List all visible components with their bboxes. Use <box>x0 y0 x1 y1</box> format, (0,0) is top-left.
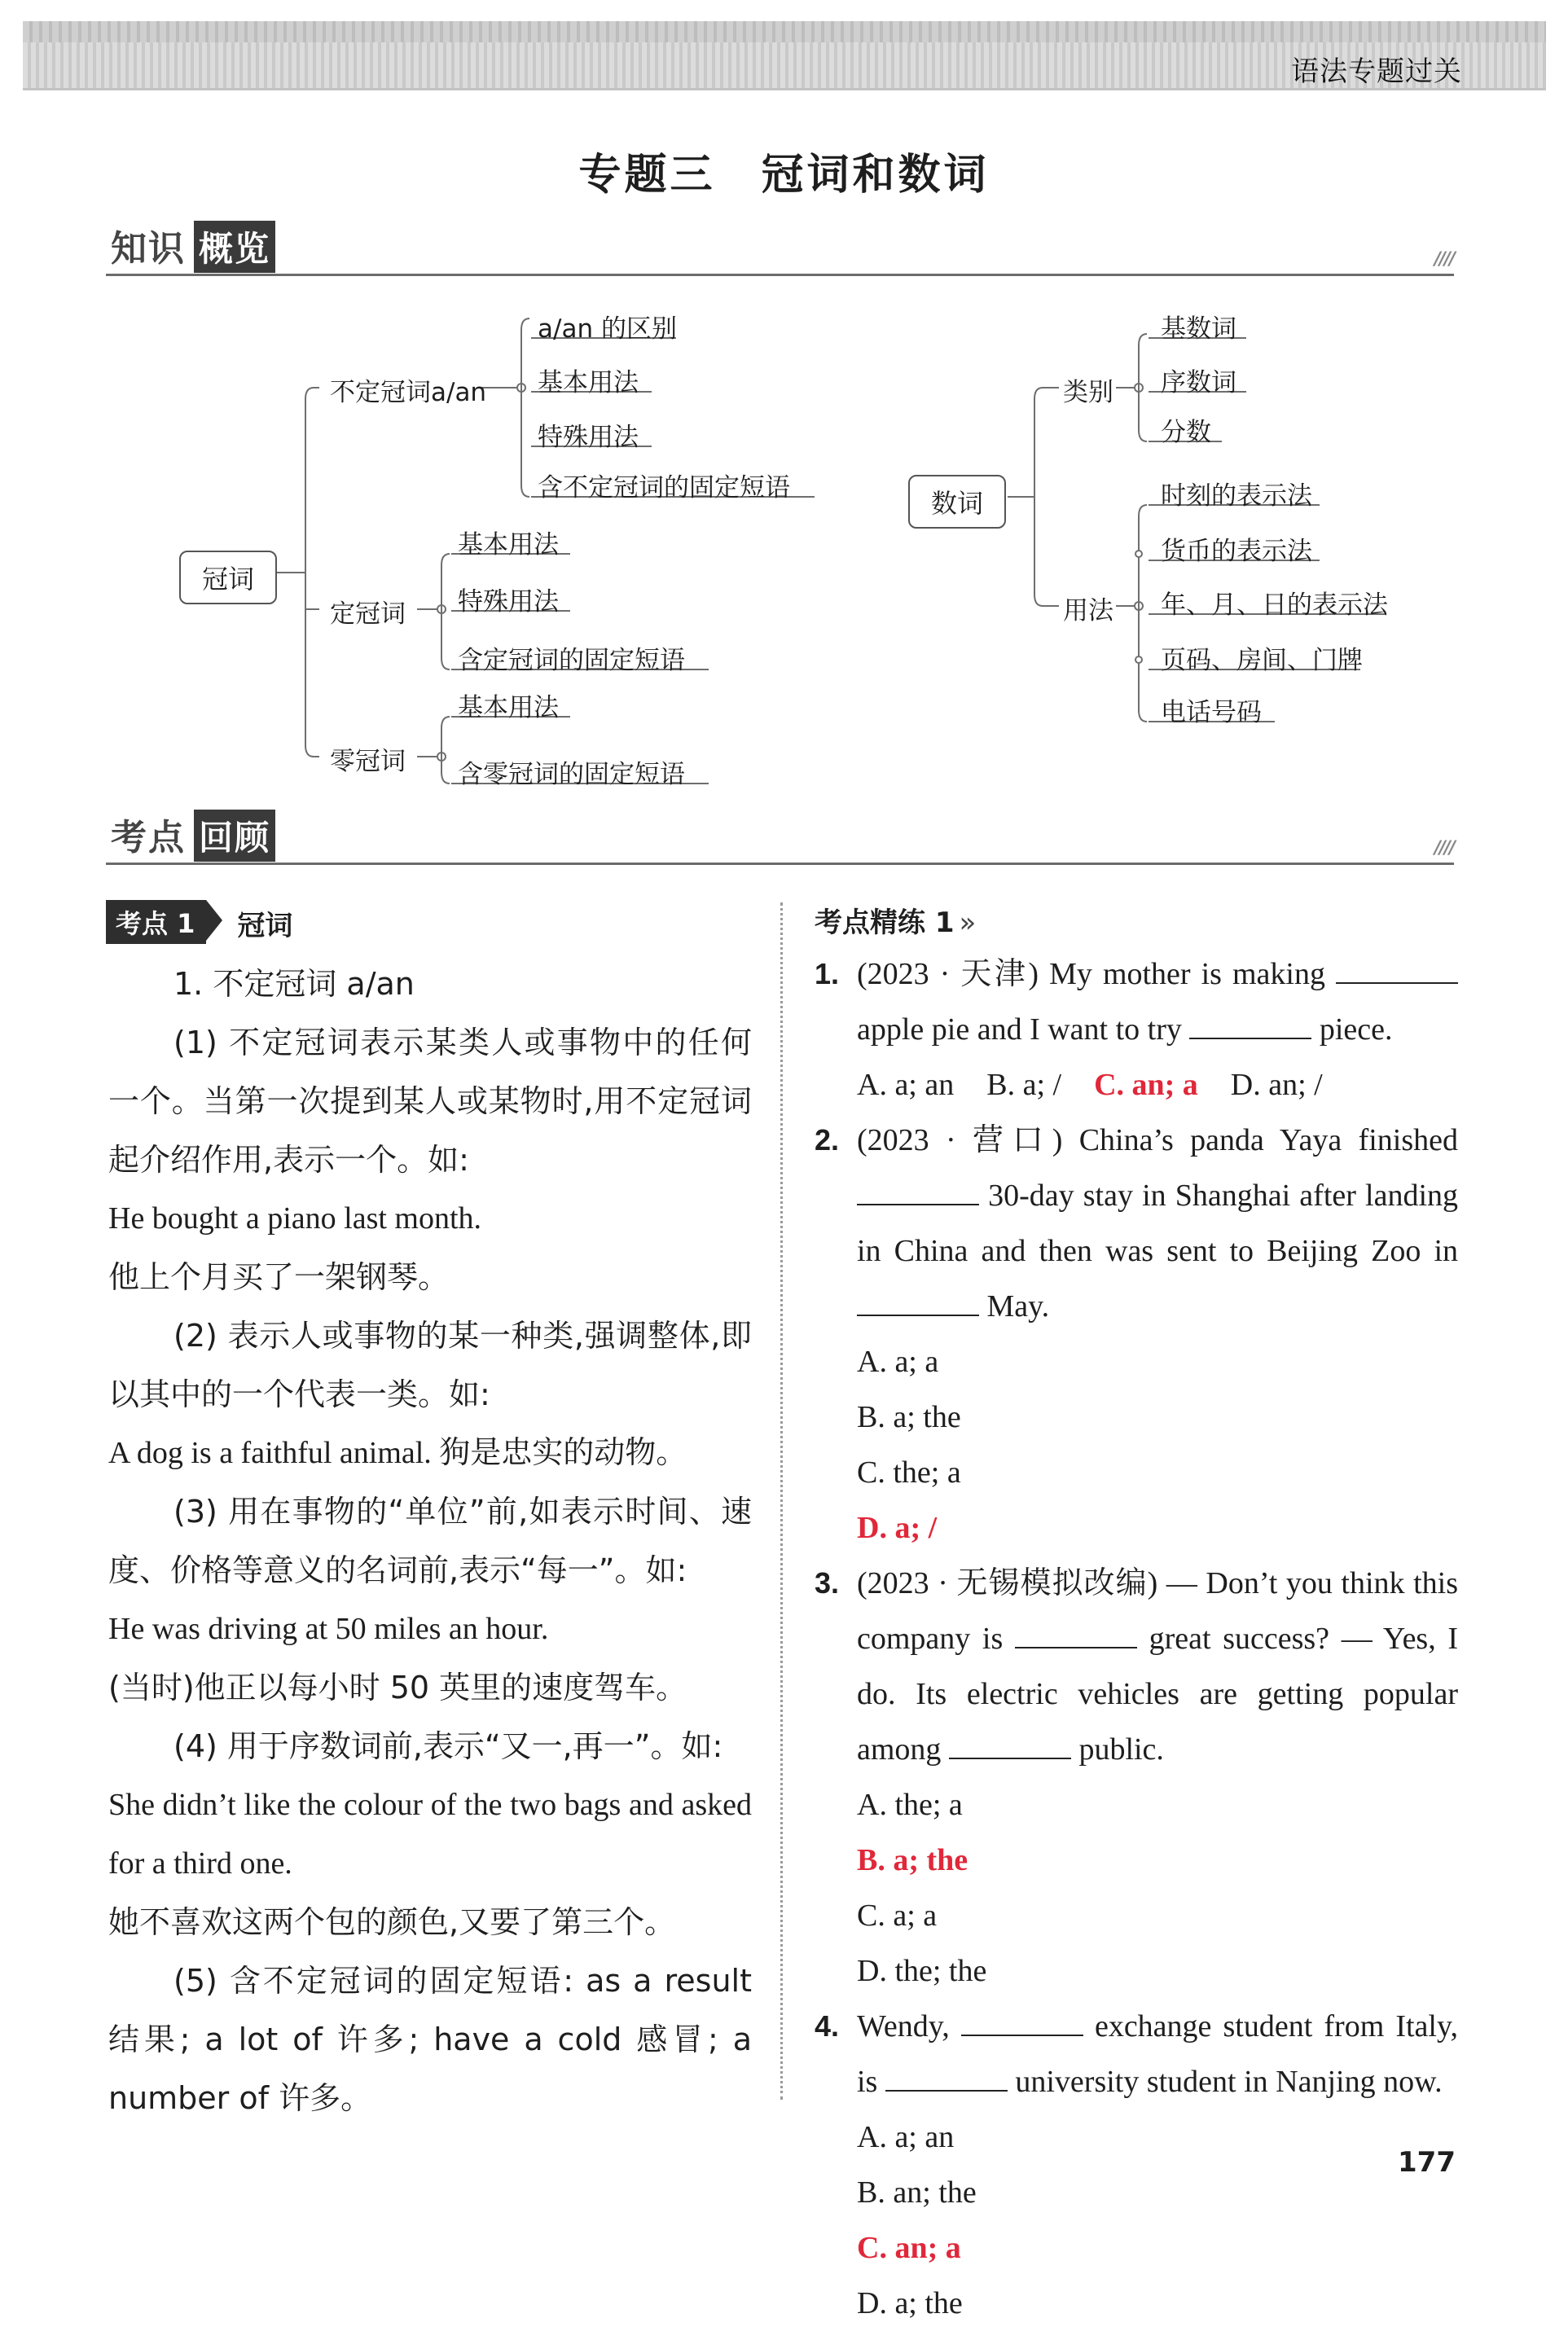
chevron-right-icon: » <box>959 906 977 939</box>
map-indef-item: 含不定冠词的固定短语 <box>538 473 790 503</box>
explanation-heading: 1. 不定冠词 a/an <box>173 966 415 1002</box>
option-b: B. a; / <box>986 1068 1062 1102</box>
map-kinds-item: 基数词 <box>1161 314 1236 344</box>
question-text: public. <box>1078 1732 1164 1767</box>
answer-blank <box>857 1284 979 1316</box>
map-zero-label: 零冠词 <box>330 747 406 776</box>
question-text: university student in Nanjing now. <box>1015 2065 1443 2099</box>
map-root-article: 冠词 <box>179 551 277 604</box>
map-kinds-label: 类别 <box>1063 378 1113 407</box>
question-number: 1. <box>815 957 840 990</box>
column-divider <box>780 902 783 2100</box>
map-def-item: 特殊用法 <box>458 587 559 617</box>
map-zero-item: 含零冠词的固定短语 <box>458 760 685 789</box>
question-text: (2023 · 天津) My mother is making <box>857 957 1325 991</box>
question-item <box>815 1999 1458 2331</box>
map-usage-item: 页码、房间、门牌 <box>1161 646 1363 675</box>
answer-blank <box>1336 951 1458 984</box>
question-text: piece. <box>1319 1012 1393 1047</box>
answer-blank <box>961 2004 1083 2036</box>
option-b: B. an; the <box>857 2175 977 2210</box>
question-text: 30-day stay in Shanghai after landing in China and then was sent to Beijing Zoo in <box>857 1179 1459 1268</box>
section-bar-review <box>106 817 1454 868</box>
example-sentence: She didn’t like the colour of the two bags and asked for a third one. <box>108 1788 752 1881</box>
explanation-paragraph: (3) 用在事物的“单位”前,如表示时间、速度、价格等意义的名词前,表示“每一”。如: <box>108 1494 752 1588</box>
option-a: A. the; a <box>857 1788 963 1822</box>
answer-blank <box>1189 1007 1311 1039</box>
map-usage-item: 电话号码 <box>1161 698 1262 727</box>
explanation-paragraph: (4) 用于序数词前,表示“又一,再一”。如: <box>173 1728 723 1764</box>
kaodian-tag-label: 考点 1 <box>106 900 206 944</box>
explanation-paragraph: (5) 含不定冠词的固定短语: as a result 结果; a lot of 许多; have a cold 感冒; a number of 许多。 <box>108 1963 752 2116</box>
option-a: A. a; a <box>857 1345 939 1379</box>
question-item <box>815 946 1458 1113</box>
question-item <box>815 1556 1458 1999</box>
map-zero-item: 基本用法 <box>458 693 559 722</box>
map-usage-item: 时刻的表示法 <box>1161 481 1312 511</box>
section-bar-key: 考点 <box>111 817 186 858</box>
map-usage-item: 年、月、日的表示法 <box>1161 590 1388 620</box>
option-c-correct: C. an; a <box>1094 1068 1198 1102</box>
option-c: C. a; a <box>857 1899 938 1933</box>
tag-arrow-icon <box>206 900 222 941</box>
option-list <box>857 1777 1458 1999</box>
map-def-item: 基本用法 <box>458 530 559 560</box>
option-a: A. a; an <box>857 1068 955 1102</box>
option-b: B. a; the <box>857 1400 961 1434</box>
answer-blank <box>949 1727 1071 1759</box>
option-d: D. an; / <box>1230 1068 1323 1102</box>
question-number: 4. <box>815 2009 840 2043</box>
option-list <box>857 1057 1458 1113</box>
example-translation: 他上个月买了一架钢琴。 <box>108 1259 450 1295</box>
slash-decoration-icon: //// <box>1434 249 1454 270</box>
answer-blank <box>1015 1616 1137 1648</box>
option-b-correct: B. a; the <box>857 1843 968 1877</box>
example-translation: 她不喜欢这两个包的颜色,又要了第三个。 <box>108 1904 676 1940</box>
example-sentence: He was driving at 50 miles an hour. <box>108 1612 549 1646</box>
example-sentence: A dog is a faithful animal. 狗是忠实的动物。 <box>108 1436 687 1470</box>
header-label: 语法专题过关 <box>1291 55 1462 88</box>
option-d: D. the; the <box>857 1954 987 1988</box>
section-bar-key: 知识 <box>111 228 186 270</box>
section-bar-label: 回顾 <box>194 810 275 862</box>
practice-column <box>815 946 1458 2331</box>
section-bar-label: 概览 <box>194 221 275 273</box>
question-text: — Yes, I do. Its electric vehicles are getting popular among <box>857 1622 1459 1767</box>
map-indef-label: 不定冠词a/an <box>330 378 487 407</box>
option-c-correct: C. an; a <box>857 2231 961 2265</box>
mind-map-connectors <box>0 0 1568 814</box>
explanation-column <box>108 955 752 2127</box>
page-title: 专题三 冠词和数词 <box>578 151 990 200</box>
question-text: apple pie and I want to try <box>857 1012 1182 1047</box>
question-text: (2023 · 营口) China’s panda Yaya finished <box>857 1123 1458 1157</box>
map-usage-item: 货币的表示法 <box>1161 537 1312 566</box>
question-text: Wendy, <box>857 2009 950 2043</box>
practice-title <box>815 900 976 940</box>
map-def-label: 定冠词 <box>330 599 406 629</box>
map-indef-item: 特殊用法 <box>538 423 639 452</box>
option-list <box>857 2109 1458 2331</box>
question-text: May. <box>986 1289 1050 1324</box>
option-list <box>857 1334 1458 1556</box>
question-number: 2. <box>815 1123 840 1157</box>
explanation-paragraph: (1) 不定冠词表示某类人或事物中的任何一个。当第一次提到某人或某物时,用不定冠词起介绍作用,表示一个。如: <box>108 1025 752 1178</box>
slash-decoration-icon: //// <box>1434 838 1454 858</box>
map-root-numeral: 数词 <box>908 475 1006 529</box>
kaodian-tag <box>106 900 292 941</box>
example-translation: (当时)他正以每小时 50 英里的速度驾车。 <box>108 1670 687 1705</box>
map-indef-item: 基本用法 <box>538 368 639 397</box>
map-kinds-item: 序数词 <box>1161 368 1236 397</box>
practice-title-text: 考点精练 1 <box>815 906 955 939</box>
option-c: C. the; a <box>857 1455 961 1490</box>
option-d-correct: D. a; / <box>857 1511 938 1545</box>
map-def-item: 含定冠词的固定短语 <box>458 646 685 675</box>
answer-blank <box>885 2059 1008 2092</box>
question-number: 3. <box>815 1566 840 1600</box>
question-text: exchange student from Italy, is <box>857 2009 1459 2099</box>
map-kinds-item: 分数 <box>1161 418 1211 447</box>
explanation-paragraph: (2) 表示人或事物的某一种类,强调整体,即以其中的一个代表一类。如: <box>108 1318 752 1412</box>
map-usage-label: 用法 <box>1063 596 1113 626</box>
option-d: D. a; the <box>857 2286 963 2320</box>
example-sentence: He bought a piano last month. <box>108 1201 482 1236</box>
question-item <box>815 1113 1458 1556</box>
kaodian-tag-title: 冠词 <box>237 910 293 942</box>
answer-blank <box>857 1173 979 1205</box>
option-a: A. a; an <box>857 2120 955 2154</box>
map-indef-item: a/an 的区别 <box>538 314 677 344</box>
question-text: great success? <box>1149 1622 1330 1656</box>
page-number: 177 <box>1398 2146 1456 2179</box>
question-text: (2023 · 无锡模拟改编) — Don’t you think this company is <box>857 1566 1458 1656</box>
